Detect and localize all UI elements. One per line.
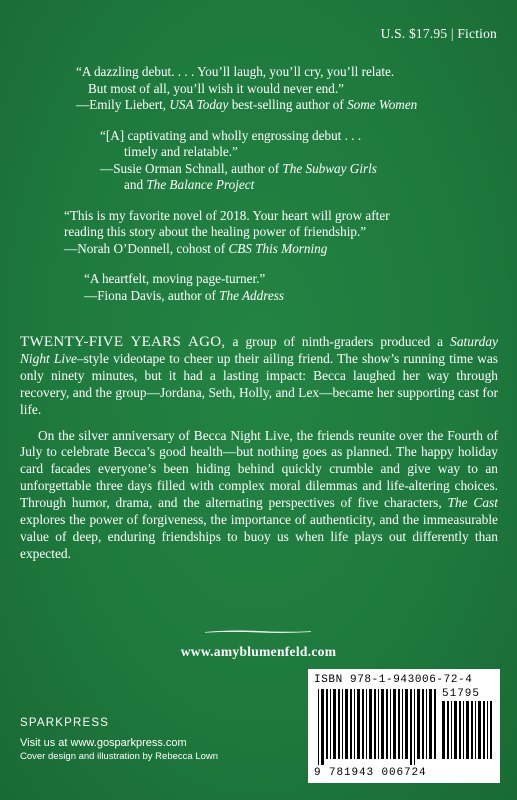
barcode-bar bbox=[366, 689, 367, 759]
review-quote bbox=[58, 64, 478, 114]
description-paragraph bbox=[20, 428, 498, 563]
price-category: U.S. $17.95 | Fiction bbox=[380, 26, 497, 41]
barcode-bar bbox=[326, 689, 328, 759]
barcode-bar bbox=[447, 701, 449, 759]
attribution-title: CBS This Morning bbox=[228, 240, 328, 256]
barcode-bar bbox=[393, 689, 396, 759]
review-quote bbox=[58, 208, 478, 258]
quote-line: reading this story about the healing power of friendship.” bbox=[64, 224, 367, 239]
attribution-title: The Balance Project bbox=[146, 177, 255, 192]
description-text: a group of ninth-graders produced a bbox=[225, 334, 451, 349]
barcode-bar bbox=[350, 689, 352, 759]
quote-attribution bbox=[84, 288, 478, 305]
quote-line: “This is my favorite novel of 2018. Your heart will grow after bbox=[64, 207, 390, 223]
barcode-bar bbox=[345, 689, 348, 759]
price-supplement-digits: 51795 bbox=[442, 688, 481, 700]
quote-line: “[A] captivating and wholly engrossing debut . . . bbox=[100, 127, 362, 143]
review-quotes bbox=[58, 64, 478, 318]
quote-attribution bbox=[100, 161, 478, 178]
barcode-bar bbox=[354, 689, 355, 759]
barcode-bar bbox=[483, 701, 485, 759]
attribution-text: best-selling author of bbox=[228, 97, 348, 112]
barcode-bar bbox=[459, 701, 461, 759]
description-paragraph bbox=[20, 334, 498, 419]
description-title: Saturday Night Live bbox=[20, 334, 498, 366]
publisher-info bbox=[20, 716, 218, 764]
barcode-bar bbox=[378, 689, 379, 759]
attribution-text: —Emily Liebert, bbox=[76, 97, 170, 112]
barcode-bar bbox=[390, 689, 391, 759]
review-quote bbox=[58, 271, 478, 304]
quote-line: But most of all, you’ll wish it would never end.” bbox=[88, 80, 345, 96]
barcode-bar bbox=[374, 689, 376, 759]
publisher-logo: SPARKPRESS bbox=[20, 717, 110, 729]
isbn-number: ISBN 978-1-943006-72-4 bbox=[314, 674, 473, 686]
attribution-title: The Address bbox=[219, 287, 284, 303]
barcode-bar bbox=[402, 689, 403, 759]
barcode-bar bbox=[426, 689, 427, 759]
barcode-bar bbox=[417, 689, 420, 759]
divider-ornament bbox=[203, 629, 313, 634]
description-title: The Cast bbox=[447, 495, 498, 511]
quote-line: “A dazzling debut. . . . You’ll laugh, you’ll cry, you’ll relate. bbox=[76, 64, 395, 79]
ean-barcode-bars bbox=[318, 689, 436, 765]
barcode-bar bbox=[434, 689, 436, 759]
barcode-bar bbox=[454, 701, 457, 759]
supplement-barcode-bars bbox=[442, 701, 492, 765]
barcode-bar bbox=[410, 689, 412, 765]
barcode-bar bbox=[321, 689, 324, 765]
quote-attribution bbox=[100, 177, 478, 194]
barcode-bar bbox=[338, 689, 340, 759]
barcode-bar bbox=[478, 701, 481, 759]
barcode-bar bbox=[405, 689, 408, 759]
attribution-title: USA Today bbox=[169, 97, 229, 112]
quote-line: timely and relatable.” bbox=[124, 144, 238, 159]
attribution-text: —Norah O’Donnell, cohost of bbox=[64, 240, 229, 256]
description-text: –style videotape to cheer up their ailing friend. The show’s running time was only ninety minutes, but it had a lasting impact: Becca laughed her way through recovery, and the group—Jordana, Seth, Holly, and Lex—became her supporting cast for life. bbox=[20, 350, 498, 417]
barcode-bar bbox=[357, 689, 360, 759]
author-website[interactable]: www.amyblumenfeld.com bbox=[180, 644, 337, 659]
quote-line: “A heartfelt, moving page-turner.” bbox=[84, 271, 266, 286]
attribution-text: and bbox=[124, 177, 147, 192]
barcode-bar bbox=[386, 689, 388, 759]
barcode-bar bbox=[463, 701, 464, 759]
description-text: explores the power of forgiveness, the importance of authenticity, and the immeasurable value of deep, enduring friendships to buoy us when life plays out differently than expected. bbox=[20, 512, 498, 561]
barcode-bar bbox=[398, 689, 400, 759]
isbn-barcode bbox=[308, 669, 500, 783]
review-quote bbox=[58, 128, 478, 194]
attribution-text: —Susie Orman Schnall, author of bbox=[100, 160, 283, 176]
barcode-bar bbox=[487, 701, 488, 759]
barcode-bar bbox=[422, 689, 424, 759]
barcode-bar bbox=[381, 689, 384, 759]
barcode-bar bbox=[369, 689, 372, 759]
barcode-bar bbox=[490, 701, 492, 759]
barcode-bar bbox=[466, 701, 469, 759]
cover-credit: Cover design and illustration by Rebecca Lown bbox=[20, 751, 219, 762]
barcode-bar bbox=[451, 701, 452, 759]
attribution-title: The Subway Girls bbox=[282, 160, 377, 176]
barcode-bar bbox=[362, 689, 364, 759]
attribution-text: —Fiona Davis, author of bbox=[84, 287, 220, 303]
attribution-title: Some Women bbox=[347, 97, 418, 112]
barcode-bar bbox=[318, 689, 319, 765]
book-description bbox=[20, 334, 498, 572]
description-text: On the silver anniversary of Becca Night Live, the friends reunite over the Fourth of July to celebrate Becca’s good health—but nothing goes as planned. The happy holiday card facades everyone’s been hiding behind quickly crumble and give way to an unforgettable three days filled with complex moral dilemmas and life-altering choices. Through humor, drama, and the alternating perspectives of five characters, bbox=[20, 427, 498, 511]
barcode-bar bbox=[342, 689, 343, 759]
quote-attribution bbox=[76, 97, 478, 114]
description-lead: TWENTY-FIVE YEARS AGO, bbox=[20, 334, 226, 350]
ean-digits: 9 781943 006724 bbox=[314, 767, 427, 779]
barcode-bar bbox=[475, 701, 476, 759]
barcode-bar bbox=[330, 689, 331, 759]
barcode-bar bbox=[471, 701, 473, 759]
barcode-bar bbox=[429, 689, 432, 759]
barcode-bar bbox=[442, 701, 445, 759]
barcode-bar bbox=[414, 689, 415, 765]
barcode-bar bbox=[333, 689, 336, 759]
publisher-website[interactable]: Visit us at www.gosparkpress.com bbox=[20, 737, 187, 749]
quote-attribution bbox=[64, 241, 478, 258]
